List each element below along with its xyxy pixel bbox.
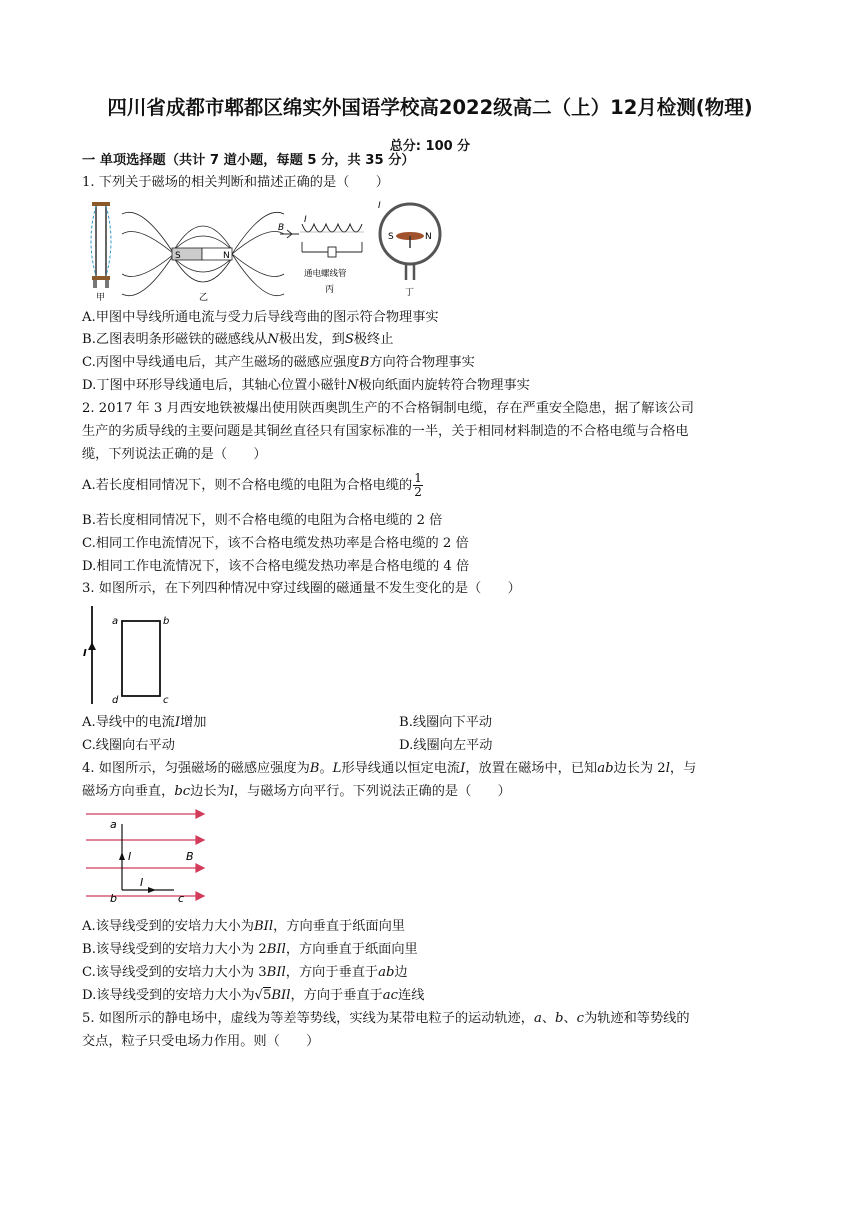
- q3-fig-label-c: c: [163, 695, 169, 706]
- q3-option-d: D.线圈向左平动: [399, 738, 493, 753]
- q1-option-c: C.丙图中导线通电后，其产生磁场的磁感应强度B方向符合物理事实: [82, 355, 475, 370]
- q3-fig-label-b: b: [163, 616, 170, 627]
- q3-stem: 3. 如图所示，在下列四种情况中穿过线圈的磁通量不发生变化的是（ ）: [82, 581, 521, 596]
- q4-option-b: B.该导线受到的安培力大小为 2BIl，方向垂直于纸面向里: [82, 942, 418, 957]
- q1-figure: [82, 194, 452, 302]
- q4-fig-label-I2: I: [140, 876, 144, 889]
- q1-fig-label-B: B: [278, 223, 285, 233]
- q4-fig-label-B: B: [186, 850, 194, 863]
- q4-fig-label-c: c: [178, 892, 185, 905]
- q1-fig-label-S-ring: S: [388, 232, 394, 242]
- q5-stem-line1: 5. 如图所示的静电场中，虚线为等差等势线，实线为某带电粒子的运动轨迹，a、b、c为轨迹和等势线的: [82, 1011, 690, 1026]
- q1-fig-bing: [278, 215, 364, 295]
- q2-stem-line1: 2. 2017 年 3 月西安地铁被爆出使用陕西奥凯生产的不合格铜制电缆，存在严重安全隐患，据了解该公司: [82, 401, 694, 416]
- q1-option-b: B.乙图表明条形磁铁的磁感线从N极出发，到S极终止: [82, 332, 394, 347]
- q1-fig-jia: [91, 202, 111, 302]
- q3-option-a: A.导线中的电流I增加: [82, 715, 207, 730]
- q4-option-c: C.该导线受到的安培力大小为 3BIl，方向于垂直于ab边: [82, 965, 408, 980]
- q3-fig-label-a: a: [112, 616, 119, 627]
- q2-option-d: D.相同工作电流情况下，该不合格电缆发热功率是合格电缆的 4 倍: [82, 559, 470, 574]
- sqrt-symbol: √: [254, 988, 263, 1003]
- q3-fig-label-I: I: [83, 648, 87, 659]
- q3-fig-label-d: d: [112, 695, 119, 706]
- q2-fraction: $\frac{1}{2}$: [414, 471, 422, 499]
- q4-fig-label-I1: I: [128, 850, 132, 863]
- q1-option-d: D.丁图中环形导线通电后，其轴心位置小磁针N极向纸面内旋转符合物理事实: [82, 378, 530, 393]
- q2-stem-line3: 缆，下列说法正确的是（ ）: [82, 447, 267, 462]
- q3-option-c: C.线圈向右平动: [82, 738, 175, 753]
- q4-figure: [82, 806, 212, 912]
- q5-stem-line2: 交点，粒子只受电场力作用。则（ ）: [82, 1034, 320, 1049]
- q4-fig-label-a: a: [110, 818, 117, 831]
- q4-fig-label-b: b: [110, 892, 117, 905]
- q4-stem-line2: 磁场方向垂直，bc边长为l，与磁场方向平行。下列说法正确的是（ ）: [82, 784, 511, 799]
- q1-fig-label-bing: 丙: [325, 285, 335, 295]
- q4-stem-line1: 4. 如图所示，匀强磁场的磁感应强度为B。L形导线通以恒定电流I，放置在磁场中，已知ab边长为 2l，与: [82, 761, 697, 776]
- q1-fig-label-N: N: [223, 251, 230, 261]
- page-title: 四川省成都市郫都区绵实外国语学校高2022级高二（上）12月检测(物理): [107, 96, 753, 119]
- q1-fig-label-yi: 乙: [199, 293, 209, 302]
- q2-option-c: C.相同工作电流情况下，该不合格电缆发热功率是合格电缆的 2 倍: [82, 536, 469, 551]
- q1-option-a: A.甲图中导线所通电流与受力后导线弯曲的图示符合物理事实: [82, 310, 439, 325]
- q3-option-b: B.线圈向下平动: [399, 715, 493, 730]
- q4-option-a: A.该导线受到的安培力大小为BIl，方向垂直于纸面向里: [82, 919, 405, 934]
- q1-fig-label-jia: 甲: [96, 293, 106, 302]
- q1-fig-label-N-ring: N: [425, 232, 432, 242]
- q2-option-b: B.若长度相同情况下，则不合格电缆的电阻为合格电缆的 2 倍: [82, 513, 443, 528]
- q1-fig-label-I-ring: I: [378, 201, 381, 211]
- q1-fig-yi: [122, 212, 284, 302]
- section-heading: 一 单项选择题（共计 7 道小题，每题 5 分，共 35 分）: [82, 153, 415, 168]
- q3-figure: [82, 604, 182, 706]
- total-score: 总分: 100 分: [389, 139, 471, 154]
- q3-coil: [122, 621, 160, 696]
- q2-stem-line2: 生产的劣质导线的主要问题是其铜丝直径只有国家标准的一半，关于相同材料制造的不合格电缆与合格电: [82, 424, 689, 439]
- q2-option-a: A.若长度相同情况下，则不合格电缆的电阻为合格电缆的 $\frac{1}{2}$: [82, 471, 422, 499]
- q1-fig-ding: [378, 201, 440, 298]
- q1-fig-label-ding: 丁: [405, 288, 415, 298]
- q4-option-d: D.该导线受到的安培力大小为√5BIl，方向于垂直于ac连线: [82, 988, 425, 1003]
- q1-fig-label-solenoid: 通电螺线管: [304, 269, 347, 279]
- q1-stem: 1. 下列关于磁场的相关判断和描述正确的是（ ）: [82, 175, 389, 190]
- q1-fig-label-I: I: [304, 215, 307, 225]
- q1-fig-label-S: S: [175, 251, 181, 261]
